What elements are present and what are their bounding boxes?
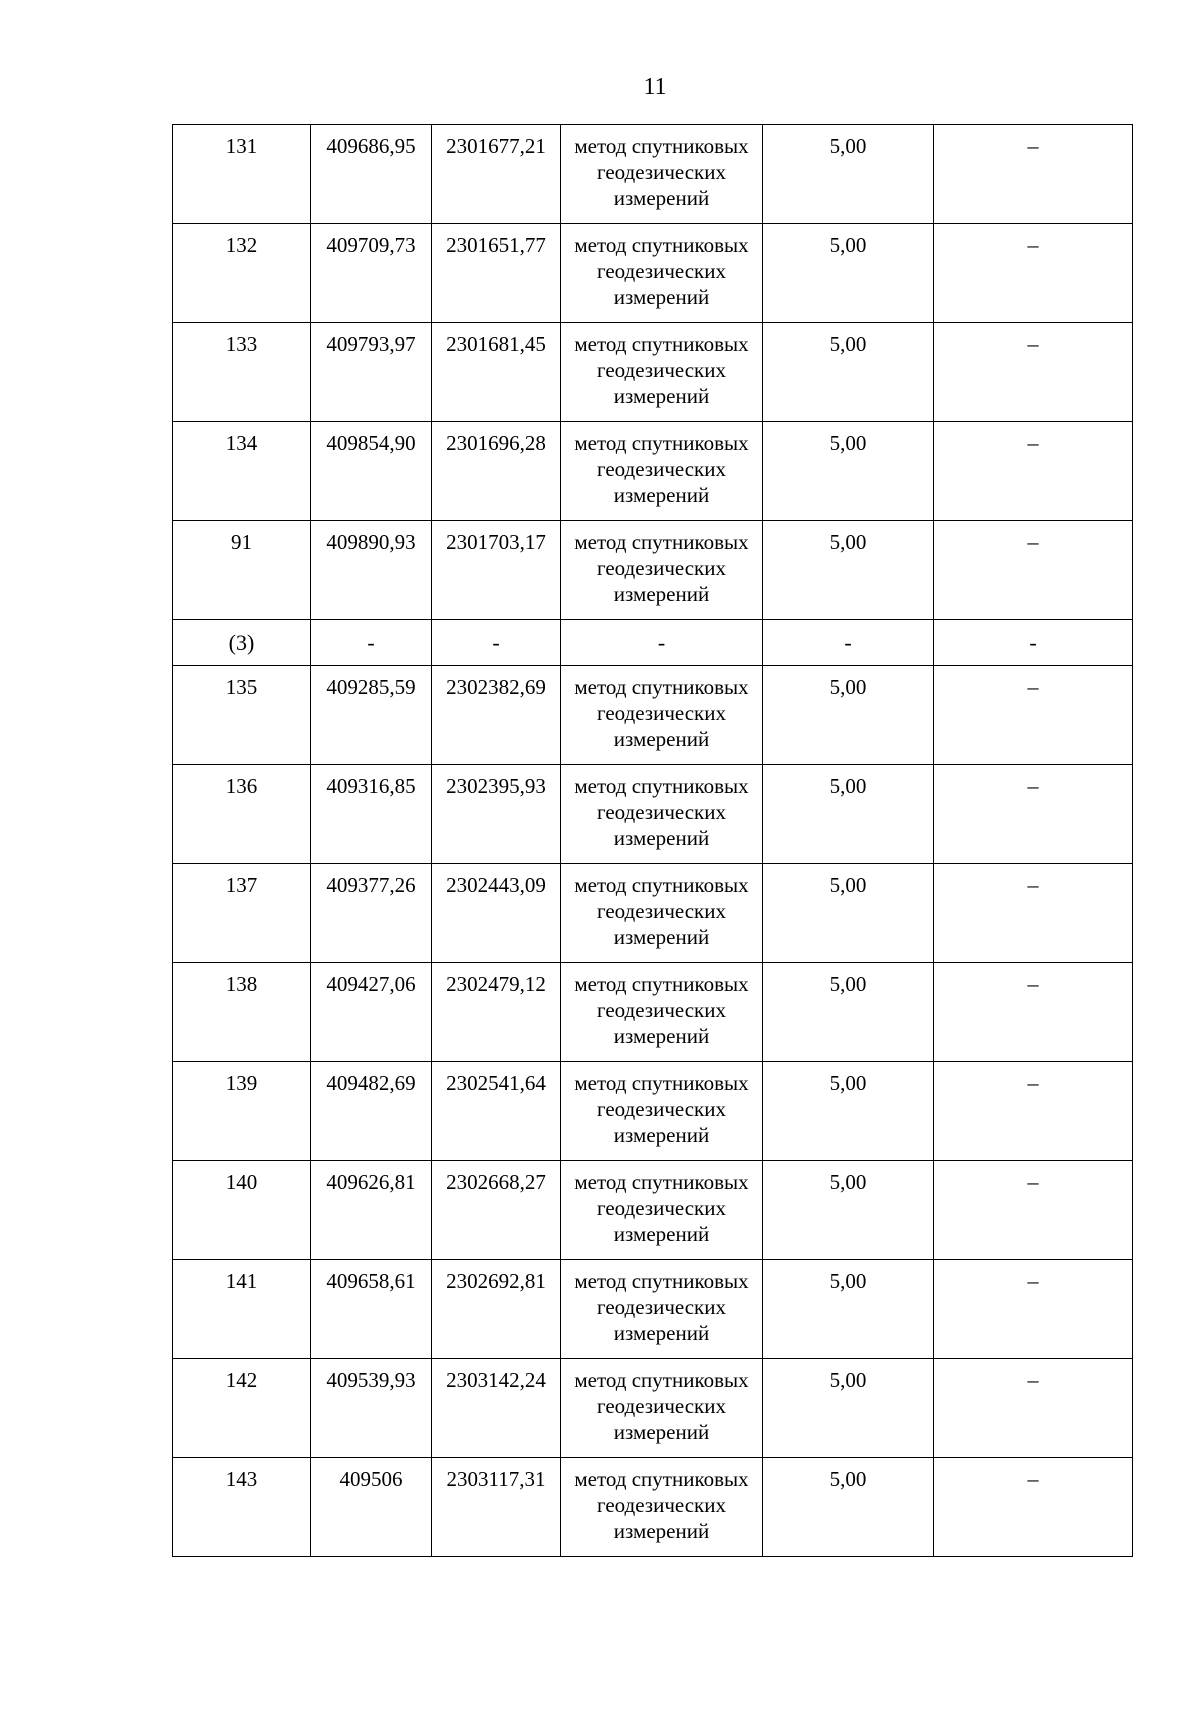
method-cell: метод спутниковых геодезических измерений — [561, 521, 763, 620]
precision-cell: 5,00 — [763, 864, 934, 963]
note-cell: – — [934, 1458, 1133, 1557]
note-cell: – — [934, 422, 1133, 521]
point-cell: 139 — [173, 1062, 311, 1161]
section-row — [173, 620, 1133, 666]
y-coordinate-cell: 2303117,31 — [432, 1458, 561, 1557]
point-cell: 141 — [173, 1260, 311, 1359]
point-cell: 142 — [173, 1359, 311, 1458]
note-cell: – — [934, 1161, 1133, 1260]
y-coordinate-cell: - — [432, 620, 561, 666]
table-row — [173, 224, 1133, 323]
method-cell: метод спутниковых геодезических измерений — [561, 765, 763, 864]
point-cell: 133 — [173, 323, 311, 422]
note-cell: – — [934, 864, 1133, 963]
table-row — [173, 1458, 1133, 1557]
method-cell: метод спутниковых геодезических измерений — [561, 1161, 763, 1260]
y-coordinate-cell: 2301677,21 — [432, 125, 561, 224]
table-row — [173, 963, 1133, 1062]
table-row — [173, 1260, 1133, 1359]
x-coordinate-cell: 409377,26 — [311, 864, 432, 963]
y-coordinate-cell: 2301681,45 — [432, 323, 561, 422]
table-row — [173, 864, 1133, 963]
note-cell: – — [934, 125, 1133, 224]
point-cell: 137 — [173, 864, 311, 963]
note-cell: – — [934, 1062, 1133, 1161]
y-coordinate-cell: 2302692,81 — [432, 1260, 561, 1359]
y-coordinate-cell: 2302479,12 — [432, 963, 561, 1062]
y-coordinate-cell: 2301696,28 — [432, 422, 561, 521]
note-cell: – — [934, 1260, 1133, 1359]
precision-cell: 5,00 — [763, 521, 934, 620]
table-row — [173, 1161, 1133, 1260]
page-number: 11 — [643, 74, 667, 100]
precision-cell: 5,00 — [763, 963, 934, 1062]
point-cell: 136 — [173, 765, 311, 864]
point-cell: 131 — [173, 125, 311, 224]
table-row — [173, 125, 1133, 224]
point-cell: 91 — [173, 521, 311, 620]
method-cell: метод спутниковых геодезических измерений — [561, 963, 763, 1062]
precision-cell: 5,00 — [763, 1458, 934, 1557]
table-body — [173, 125, 1133, 1557]
x-coordinate-cell: 409686,95 — [311, 125, 432, 224]
y-coordinate-cell: 2301703,17 — [432, 521, 561, 620]
y-coordinate-cell: 2302382,69 — [432, 666, 561, 765]
precision-cell: 5,00 — [763, 666, 934, 765]
x-coordinate-cell: 409539,93 — [311, 1359, 432, 1458]
note-cell: – — [934, 521, 1133, 620]
precision-cell: 5,00 — [763, 323, 934, 422]
coordinates-table — [172, 124, 1133, 1557]
x-coordinate-cell: 409285,59 — [311, 666, 432, 765]
method-cell: метод спутниковых геодезических измерений — [561, 1260, 763, 1359]
note-cell: – — [934, 1359, 1133, 1458]
method-cell: метод спутниковых геодезических измерений — [561, 1359, 763, 1458]
table-row — [173, 521, 1133, 620]
note-cell: – — [934, 323, 1133, 422]
precision-cell: - — [763, 620, 934, 666]
note-cell: – — [934, 666, 1133, 765]
method-cell: - — [561, 620, 763, 666]
method-cell: метод спутниковых геодезических измерений — [561, 666, 763, 765]
precision-cell: 5,00 — [763, 1062, 934, 1161]
x-coordinate-cell: 409482,69 — [311, 1062, 432, 1161]
table-row — [173, 323, 1133, 422]
method-cell: метод спутниковых геодезических измерений — [561, 422, 763, 521]
precision-cell: 5,00 — [763, 765, 934, 864]
note-cell: - — [934, 620, 1133, 666]
y-coordinate-cell: 2302395,93 — [432, 765, 561, 864]
x-coordinate-cell: 409890,93 — [311, 521, 432, 620]
table-row — [173, 666, 1133, 765]
method-cell: метод спутниковых геодезических измерений — [561, 1458, 763, 1557]
precision-cell: 5,00 — [763, 1359, 934, 1458]
x-coordinate-cell: 409854,90 — [311, 422, 432, 521]
point-cell: 143 — [173, 1458, 311, 1557]
point-cell: 140 — [173, 1161, 311, 1260]
x-coordinate-cell: 409506 — [311, 1458, 432, 1557]
precision-cell: 5,00 — [763, 224, 934, 323]
method-cell: метод спутниковых геодезических измерений — [561, 323, 763, 422]
point-cell: 132 — [173, 224, 311, 323]
point-cell: (3) — [173, 620, 311, 666]
y-coordinate-cell: 2302443,09 — [432, 864, 561, 963]
y-coordinate-cell: 2302668,27 — [432, 1161, 561, 1260]
precision-cell: 5,00 — [763, 125, 934, 224]
x-coordinate-cell: 409793,97 — [311, 323, 432, 422]
method-cell: метод спутниковых геодезических измерений — [561, 1062, 763, 1161]
y-coordinate-cell: 2302541,64 — [432, 1062, 561, 1161]
y-coordinate-cell: 2303142,24 — [432, 1359, 561, 1458]
point-cell: 135 — [173, 666, 311, 765]
x-coordinate-cell: 409658,61 — [311, 1260, 432, 1359]
table-row — [173, 765, 1133, 864]
table-row — [173, 422, 1133, 521]
table-row — [173, 1062, 1133, 1161]
x-coordinate-cell: - — [311, 620, 432, 666]
x-coordinate-cell: 409316,85 — [311, 765, 432, 864]
precision-cell: 5,00 — [763, 1161, 934, 1260]
x-coordinate-cell: 409427,06 — [311, 963, 432, 1062]
method-cell: метод спутниковых геодезических измерений — [561, 864, 763, 963]
note-cell: – — [934, 765, 1133, 864]
precision-cell: 5,00 — [763, 422, 934, 521]
x-coordinate-cell: 409709,73 — [311, 224, 432, 323]
x-coordinate-cell: 409626,81 — [311, 1161, 432, 1260]
method-cell: метод спутниковых геодезических измерений — [561, 224, 763, 323]
point-cell: 134 — [173, 422, 311, 521]
precision-cell: 5,00 — [763, 1260, 934, 1359]
table-row — [173, 1359, 1133, 1458]
y-coordinate-cell: 2301651,77 — [432, 224, 561, 323]
point-cell: 138 — [173, 963, 311, 1062]
note-cell: – — [934, 224, 1133, 323]
method-cell: метод спутниковых геодезических измерений — [561, 125, 763, 224]
note-cell: – — [934, 963, 1133, 1062]
